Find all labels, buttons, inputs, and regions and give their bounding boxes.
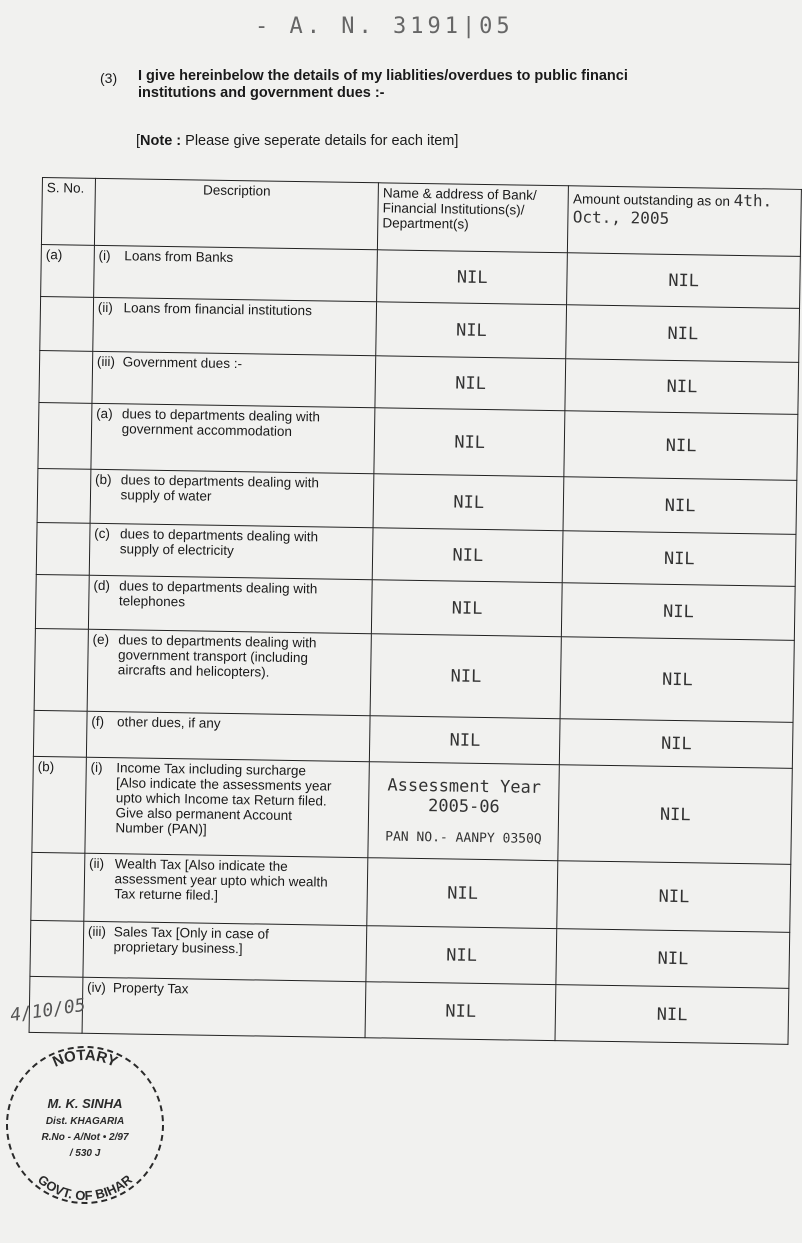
liabilities-table — [29, 177, 802, 1045]
bank-value: NIL — [451, 597, 483, 619]
table-row — [31, 852, 791, 932]
heading-line-1: I give hereinbelow the details of my liablities/overdues to public financi — [138, 68, 628, 84]
handwritten-reference: - A. N. 3191|05 — [255, 14, 514, 39]
description-cell — [84, 853, 368, 925]
item-description: Government dues :- — [122, 354, 243, 372]
sno-cell — [33, 710, 87, 757]
table-row — [38, 402, 798, 480]
sno-cell — [38, 402, 92, 469]
item-description: Income Tax including surcharge [Also indicate the assessments year upto which Income tax Return filed. Give also permanent Account Number (PAN)] — [115, 760, 332, 837]
stamp-line-4: / 530 J — [69, 1148, 101, 1159]
amount-cell: NIL — [560, 637, 794, 723]
bank-cell — [374, 408, 565, 477]
signature: 4/10/05 — [8, 994, 87, 1027]
bank-value: NIL — [456, 267, 488, 288]
bank-cell — [370, 634, 562, 719]
bank-value: NIL — [452, 544, 484, 566]
section-number: (3) — [100, 70, 118, 86]
item-marker: (f) — [91, 713, 105, 730]
amount-cell: NIL — [567, 253, 800, 309]
bank-cell — [372, 528, 563, 583]
item-marker: (i) — [90, 759, 103, 776]
item-marker: (iii) — [96, 353, 116, 370]
description-cell — [93, 245, 377, 301]
header-amount — [568, 186, 802, 257]
bank-cell — [376, 302, 567, 359]
amount-cell: NIL — [563, 531, 796, 587]
sno-cell — [40, 296, 94, 351]
table-header-row — [41, 178, 801, 257]
bank-cell — [369, 716, 560, 765]
description-cell — [93, 297, 377, 355]
header-amount-date: 4th. Oct., 2005 — [572, 190, 773, 228]
description-cell — [87, 629, 372, 715]
sno-cell — [39, 350, 93, 403]
header-description: Description — [94, 178, 378, 249]
header-bank: Name & address of Bank/ Financial Institutions(s)/ Department(s) — [378, 183, 569, 253]
stamp-name: M. K. SINHA — [47, 1096, 123, 1111]
bank-cell — [377, 250, 568, 305]
bank-value: NIL — [455, 373, 487, 394]
bank-cell — [372, 580, 563, 637]
section-heading — [138, 68, 758, 102]
amount-cell: NIL — [560, 719, 793, 769]
description-cell — [88, 575, 372, 633]
description-cell — [90, 469, 374, 527]
table-row — [29, 976, 789, 1044]
amount-cell: NIL — [556, 929, 789, 989]
note-line — [136, 133, 458, 149]
stamp-line-3: R.No - A/Not • 2/97 — [41, 1132, 129, 1143]
description-cell — [82, 977, 366, 1037]
sno-cell — [36, 522, 90, 575]
stamp-top-text: NOTARY — [50, 1046, 120, 1071]
bank-value: NIL — [450, 665, 482, 687]
item-description: Sales Tax [Only in case of proprietary business.] — [113, 924, 269, 957]
notary-stamp — [0, 1040, 170, 1210]
sno-cell: (a) — [41, 244, 95, 297]
item-description: Wealth Tax [Also indicate the assessment year upto which wealth Tax returne filed.] — [114, 856, 328, 903]
amount-cell: NIL — [557, 861, 791, 933]
amount-cell: NIL — [558, 765, 792, 865]
amount-cell: NIL — [565, 359, 798, 415]
item-marker: (ii) — [97, 299, 113, 316]
sno-cell — [37, 468, 91, 523]
bank-cell — [368, 762, 560, 861]
note-open: [ — [136, 133, 141, 149]
item-description: Property Tax — [112, 980, 189, 997]
item-marker: (ii) — [88, 855, 105, 872]
item-marker: (e) — [92, 631, 110, 648]
table-row — [32, 756, 792, 864]
note-label: Note : — [140, 133, 182, 149]
header-sno: S. No. — [41, 178, 95, 246]
sno-cell — [30, 920, 84, 977]
item-description: Loans from Banks — [124, 248, 234, 266]
item-marker: (c) — [94, 525, 111, 542]
amount-cell: NIL — [566, 305, 799, 363]
bank-cell — [366, 926, 557, 985]
bank-value: NIL — [453, 492, 485, 513]
stamp-line-2: Dist. KHAGARIA — [45, 1116, 125, 1127]
description-cell — [89, 523, 373, 579]
item-description: dues to departments dealing with telephones — [118, 578, 318, 610]
amount-cell: NIL — [563, 477, 796, 535]
bank-value: Assessment Year 2005-06 — [387, 775, 542, 818]
description-cell — [86, 711, 370, 761]
amount-cell: NIL — [564, 411, 798, 481]
table-body — [29, 244, 800, 1044]
item-marker: (iv) — [87, 979, 106, 996]
item-marker: (d) — [93, 577, 111, 594]
bank-value: NIL — [449, 729, 481, 751]
note-text: Please give seperate details for each item] — [181, 133, 459, 149]
item-description: dues to departments dealing with government transport (including aircrafts and helicopters). — [117, 632, 317, 680]
amount-cell: NIL — [562, 583, 795, 641]
bank-cell — [367, 858, 558, 929]
bank-value: NIL — [446, 944, 478, 966]
item-description: dues to departments dealing with supply of water — [120, 472, 320, 504]
description-cell — [92, 351, 376, 407]
item-description: dues to departments dealing with government accommodation — [121, 406, 321, 439]
item-description: dues to departments dealing with supply of electricity — [119, 526, 319, 559]
table-row — [34, 628, 794, 722]
item-marker: (i) — [98, 247, 111, 264]
bank-value: NIL — [454, 432, 486, 453]
header-amount-label: Amount outstanding as on — [573, 191, 731, 209]
bank-cell — [375, 356, 566, 411]
description-cell — [91, 403, 375, 473]
sno-cell — [34, 628, 88, 711]
bank-cell — [373, 474, 564, 531]
description-cell — [83, 921, 367, 981]
bank-value: NIL — [455, 320, 487, 341]
amount-cell: NIL — [555, 985, 788, 1045]
description-cell — [85, 757, 370, 857]
bank-value: NIL — [447, 882, 479, 904]
stamp-bottom-text: GOVT. OF BIHAR — [35, 1171, 135, 1204]
bank-value: NIL — [445, 1000, 477, 1022]
item-marker: (b) — [94, 471, 112, 488]
item-marker: (iii) — [87, 923, 107, 940]
sno-cell: (b) — [32, 756, 86, 853]
heading-line-2: institutions and government dues :- — [138, 85, 385, 101]
item-marker: (a) — [96, 405, 113, 422]
item-description: Loans from financial institutions — [123, 300, 313, 319]
bank-cell — [365, 982, 556, 1041]
pan-number: PAN NO.- AANPY 0350Q — [385, 829, 542, 847]
item-description: other dues, if any — [116, 714, 221, 731]
sno-cell — [31, 852, 85, 921]
sno-cell — [35, 574, 89, 629]
